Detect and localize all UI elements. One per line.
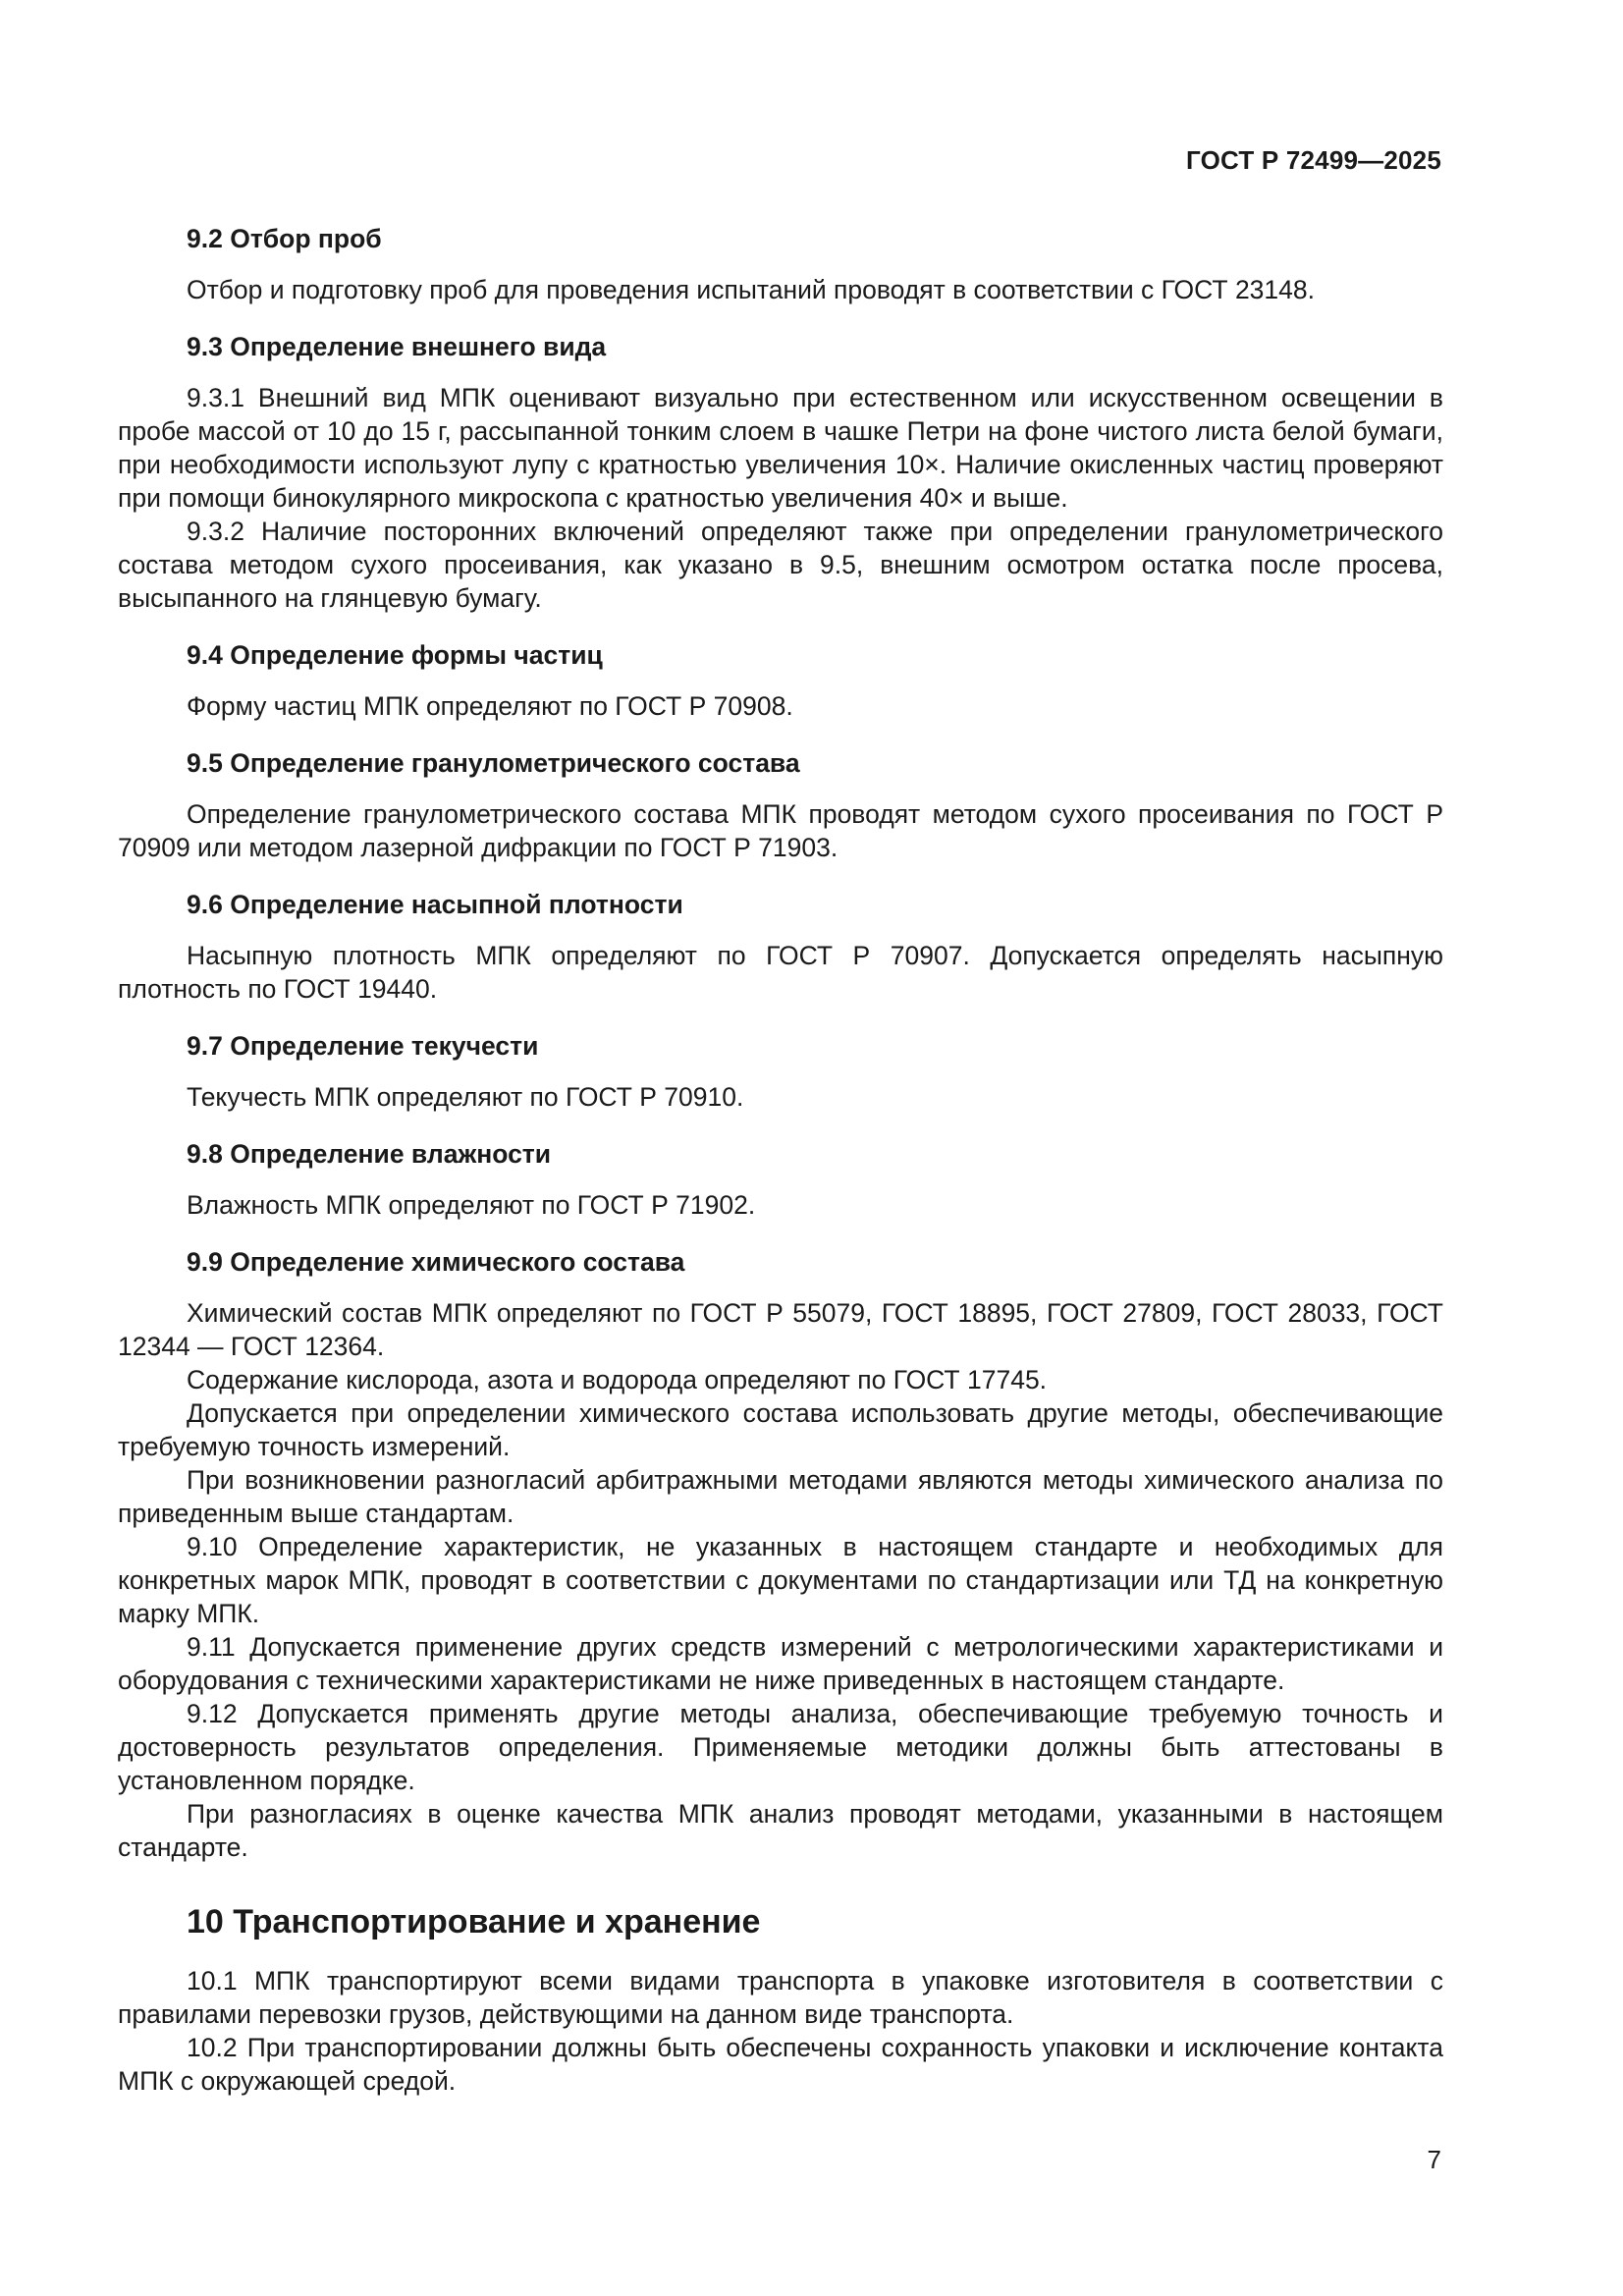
paragraph: Химический состав МПК определяют по ГОСТ Р 55079, ГОСТ 18895, ГОСТ 27809, ГОСТ 28033, ГОСТ 12344 — ГОСТ 12364. bbox=[118, 1298, 1443, 1361]
paragraph: 10.1 МПК транспортируют всеми видами транспорта в упаковке изготовителя в соответствии с правилами перевозки грузов, действующими на данном виде транспорта. bbox=[118, 1966, 1443, 2029]
section-heading-9-8: 9.8 Определение влажности bbox=[187, 1139, 552, 1169]
section-heading-9-6: 9.6 Определение насыпной плотности bbox=[187, 890, 683, 919]
document-code-header: ГОСТ Р 72499—2025 bbox=[1186, 145, 1441, 175]
paragraph: 9.3.1 Внешний вид МПК оценивают визуально при естественном или искусственном освещении в пробе массой от 10 до 15 г, рассыпанной тонким слоем в чашке Петри на фоне чистого листа белой бумаги, при необходимости используют лупу с кратностью увеличения 10×. Наличие окисленных частиц проверяют при помощи бинокулярного микроскопа с кратностью увеличения 40× и выше. bbox=[118, 383, 1443, 513]
paragraph: Определение гранулометрического состава МПК проводят методом сухого просеивания по ГОСТ Р 70909 или методом лазерной дифракции по ГОСТ Р 71903. bbox=[118, 799, 1443, 862]
paragraph: 9.11 Допускается применение других средств измерений с метрологическими характеристиками и оборудования с техническими характеристиками не ниже приведенных в настоящем стандарте. bbox=[118, 1632, 1443, 1695]
chapter-heading-10: 10 Транспортирование и хранение bbox=[187, 1903, 761, 1941]
document-body bbox=[118, 222, 1443, 2098]
paragraph: Насыпную плотность МПК определяют по ГОСТ Р 70907. Допускается определять насыпную плотность по ГОСТ 19440. bbox=[118, 941, 1443, 1004]
paragraph: Допускается при определении химического состава использовать другие методы, обеспечивающие требуемую точность измерений. bbox=[118, 1398, 1443, 1461]
section-heading-9-9: 9.9 Определение химического состава bbox=[187, 1247, 685, 1277]
paragraph: Содержание кислорода, азота и водорода определяют по ГОСТ 17745. bbox=[187, 1365, 1048, 1394]
section-heading-9-2: 9.2 Отбор проб bbox=[187, 224, 382, 253]
section-heading-9-7: 9.7 Определение текучести bbox=[187, 1031, 539, 1061]
paragraph: Форму частиц МПК определяют по ГОСТ Р 70908. bbox=[187, 691, 793, 721]
section-heading-9-4: 9.4 Определение формы частиц bbox=[187, 640, 603, 670]
paragraph: 9.3.2 Наличие посторонних включений определяют также при определении гранулометрического состава методом сухого просеивания, как указано в 9.5, внешним осмотром остатка после просева, высыпанного на глянцевую бумагу. bbox=[118, 517, 1443, 613]
paragraph: Отбор и подготовку проб для проведения испытаний проводят в соответствии с ГОСТ 23148. bbox=[187, 275, 1315, 304]
paragraph: При разногласиях в оценке качества МПК анализ проводят методами, указанными в настоящем стандарте. bbox=[118, 1799, 1443, 1862]
paragraph: При возникновении разногласий арбитражными методами являются методы химического анализа по приведенным выше стандартам. bbox=[118, 1465, 1443, 1528]
section-heading-9-3: 9.3 Определение внешнего вида bbox=[187, 332, 607, 361]
section-heading-9-5: 9.5 Определение гранулометрического состава bbox=[187, 748, 800, 778]
page-number: 7 bbox=[1427, 2145, 1441, 2174]
paragraph: Текучесть МПК определяют по ГОСТ Р 70910. bbox=[187, 1082, 744, 1112]
paragraph: Влажность МПК определяют по ГОСТ Р 71902. bbox=[187, 1190, 756, 1220]
paragraph: 9.12 Допускается применять другие методы анализа, обеспечивающие требуемую точность и достоверность результатов определения. Применяемые методики должны быть аттестованы в установленном порядке. bbox=[118, 1699, 1443, 1795]
paragraph: 9.10 Определение характеристик, не указанных в настоящем стандарте и необходимых для конкретных марок МПК, проводят в соответствии с документами по стандартизации или ТД на конкретную марку МПК. bbox=[118, 1532, 1443, 1628]
paragraph: 10.2 При транспортировании должны быть обеспечены сохранность упаковки и исключение контакта МПК с окружающей средой. bbox=[118, 2033, 1443, 2096]
